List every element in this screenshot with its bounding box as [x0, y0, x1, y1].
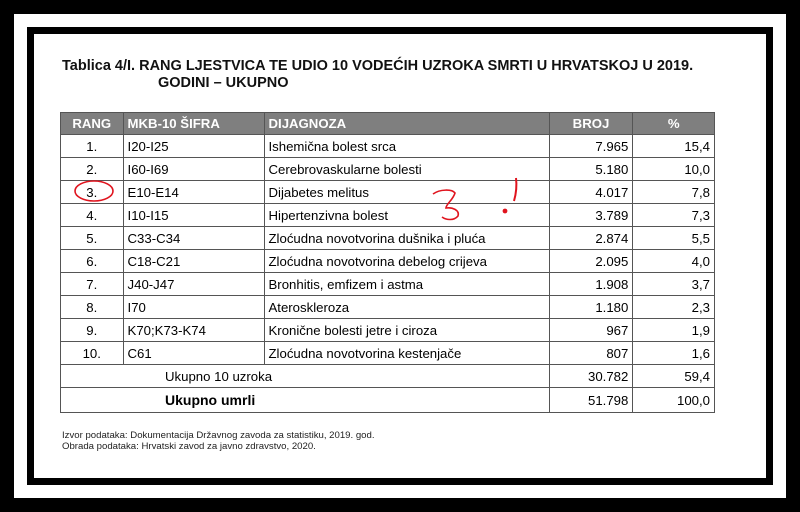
cell-percent: 7,3 — [633, 204, 715, 227]
source-line-1: Izvor podataka: Dokumentacija Državnog zavoda za statistiku, 2019. god. — [62, 430, 375, 441]
cell-broj: 1.908 — [549, 273, 633, 296]
header-mkb: MKB-10 ŠIFRA — [123, 113, 264, 135]
table-header-row — [61, 113, 715, 135]
cell-percent: 3,7 — [633, 273, 715, 296]
table-title — [62, 58, 762, 92]
cell-rang: 1. — [61, 135, 124, 158]
cell-mkb: K70;K73-K74 — [123, 319, 264, 342]
cell-dijagnoza: Bronhitis, emfizem i astma — [264, 273, 549, 296]
cell-broj: 2.095 — [549, 250, 633, 273]
table-row — [61, 227, 715, 250]
header-percent: % — [633, 113, 715, 135]
cell-rang: 5. — [61, 227, 124, 250]
cell-broj: 7.965 — [549, 135, 633, 158]
cell-dijagnoza: Dijabetes melitus — [264, 181, 549, 204]
total-10-percent: 59,4 — [633, 365, 715, 388]
cell-rang: 9. — [61, 319, 124, 342]
cell-percent: 4,0 — [633, 250, 715, 273]
cell-broj: 5.180 — [549, 158, 633, 181]
cell-mkb: I20-I25 — [123, 135, 264, 158]
table-row — [61, 181, 715, 204]
cell-broj: 807 — [549, 342, 633, 365]
header-rang: RANG — [61, 113, 124, 135]
cell-dijagnoza: Hipertenzivna bolest — [264, 204, 549, 227]
cell-broj: 3.789 — [549, 204, 633, 227]
causes-of-death-table — [60, 112, 715, 413]
table-row — [61, 250, 715, 273]
cell-percent: 7,8 — [633, 181, 715, 204]
cell-broj: 4.017 — [549, 181, 633, 204]
cell-percent: 1,9 — [633, 319, 715, 342]
cell-dijagnoza: Zloćudna novotvorina debelog crijeva — [264, 250, 549, 273]
header-dijagnoza: DIJAGNOZA — [264, 113, 549, 135]
cell-mkb: I60-I69 — [123, 158, 264, 181]
title-line-2: GODINI – UKUPNO — [158, 75, 289, 91]
cell-mkb: C33-C34 — [123, 227, 264, 250]
title-line-1: Tablica 4/I. RANG LJESTVICA TE UDIO 10 VODEĆIH UZROKA SMRTI U HRVATSKOJ U 2019. — [62, 58, 694, 74]
cell-mkb: I70 — [123, 296, 264, 319]
cell-broj: 1.180 — [549, 296, 633, 319]
source-line-2: Obrada podataka: Hrvatski zavod za javno zdravstvo, 2020. — [62, 441, 316, 452]
cell-broj: 967 — [549, 319, 633, 342]
cell-mkb: J40-J47 — [123, 273, 264, 296]
cell-percent: 10,0 — [633, 158, 715, 181]
cell-mkb: I10-I15 — [123, 204, 264, 227]
total-10-label: Ukupno 10 uzroka — [61, 365, 550, 388]
cell-percent: 2,3 — [633, 296, 715, 319]
total-row — [61, 388, 715, 413]
source-notes — [62, 430, 375, 452]
table-row — [61, 135, 715, 158]
cell-rang: 7. — [61, 273, 124, 296]
cell-rang: 8. — [61, 296, 124, 319]
cell-dijagnoza: Ateroskleroza — [264, 296, 549, 319]
cell-rang: 6. — [61, 250, 124, 273]
cell-mkb: C61 — [123, 342, 264, 365]
cell-dijagnoza: Cerebrovaskularne bolesti — [264, 158, 549, 181]
table-row — [61, 342, 715, 365]
table-row — [61, 158, 715, 181]
cell-dijagnoza: Zloćudna novotvorina dušnika i pluća — [264, 227, 549, 250]
table-row — [61, 204, 715, 227]
table-row — [61, 319, 715, 342]
cell-percent: 5,5 — [633, 227, 715, 250]
cell-dijagnoza: Ishemična bolest srca — [264, 135, 549, 158]
table-row — [61, 296, 715, 319]
cell-rang: 4. — [61, 204, 124, 227]
cell-mkb: C18-C21 — [123, 250, 264, 273]
cell-broj: 2.874 — [549, 227, 633, 250]
total-percent: 100,0 — [633, 388, 715, 413]
total-broj: 51.798 — [549, 388, 633, 413]
cell-mkb: E10-E14 — [123, 181, 264, 204]
total-10-broj: 30.782 — [549, 365, 633, 388]
cell-dijagnoza: Zloćudna novotvorina kestenjače — [264, 342, 549, 365]
cell-percent: 15,4 — [633, 135, 715, 158]
cell-rang: 10. — [61, 342, 124, 365]
cell-percent: 1,6 — [633, 342, 715, 365]
header-broj: BROJ — [549, 113, 633, 135]
cell-rang: 2. — [61, 158, 124, 181]
cell-rang: 3. — [61, 181, 124, 204]
total-label: Ukupno umrli — [61, 388, 550, 413]
table-row — [61, 273, 715, 296]
total-10-row — [61, 365, 715, 388]
cell-dijagnoza: Kronične bolesti jetre i ciroza — [264, 319, 549, 342]
